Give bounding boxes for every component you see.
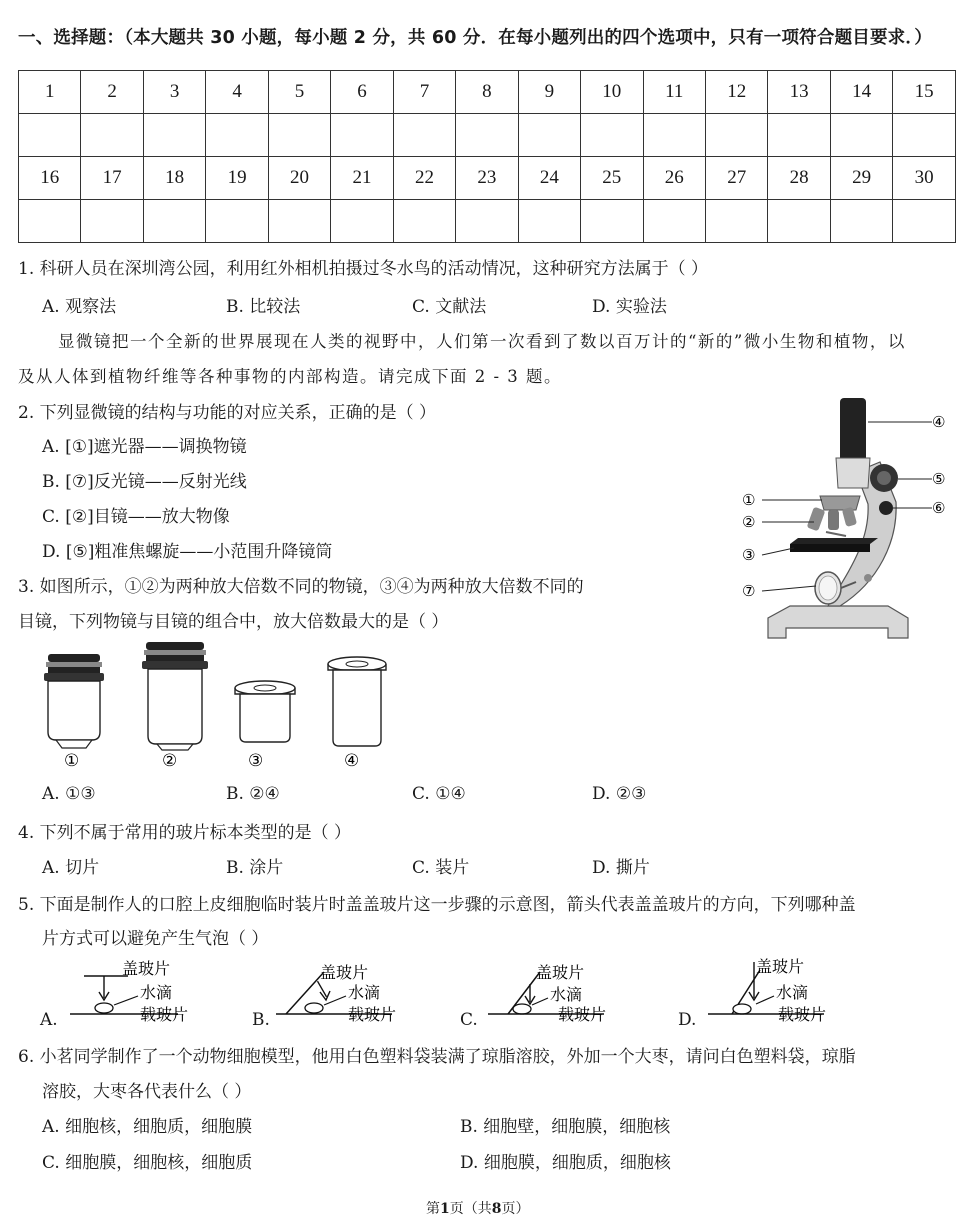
coverslip-figure-c	[484, 958, 644, 1028]
grid-number-cell: 18	[143, 157, 205, 200]
grid-number-cell: 27	[705, 157, 767, 200]
slide-label: 载玻片	[348, 1005, 397, 1024]
question-4-option-d[interactable]: D. 撕片	[592, 858, 650, 878]
grid-answer-cell[interactable]	[393, 200, 455, 243]
microscope-label-4: ④	[932, 413, 946, 431]
grid-answer-cell[interactable]	[19, 200, 81, 243]
question-1-stem: 1. 科研人员在深圳湾公园，利用红外相机拍摄过冬水鸟的活动情况，这种研究方法属于（ ）	[18, 259, 709, 279]
grid-answer-cell[interactable]	[206, 200, 268, 243]
question-4-stem: 4. 下列不属于常用的玻片标本类型的是（ ）	[18, 823, 352, 843]
grid-number-cell: 22	[393, 157, 455, 200]
question-4-option-b[interactable]: B. 涂片	[226, 858, 284, 878]
grid-answer-cell[interactable]	[768, 114, 830, 157]
slide-label: 载玻片	[140, 1005, 189, 1024]
question-3-option-b[interactable]: B. ②④	[226, 784, 280, 804]
question-2-stem: 2. 下列显微镜的结构与功能的对应关系，正确的是（ ）	[18, 403, 437, 423]
grid-number-cell: 16	[19, 157, 81, 200]
question-6-option-d[interactable]: D. 细胞膜，细胞质，细胞核	[460, 1153, 671, 1173]
microscope-label-7: ⑦	[742, 582, 756, 600]
coverslip-label: 盖玻片	[320, 963, 369, 982]
stage	[790, 538, 878, 544]
grid-number-cell: 2	[81, 71, 143, 114]
question-5-stem-line-2: 片方式可以避免产生气泡（ ）	[42, 929, 269, 949]
coverslip-label: 盖玻片	[756, 957, 805, 976]
microscope-label-6: ⑥	[932, 499, 946, 517]
question-1-option-b[interactable]: B. 比较法	[226, 297, 301, 317]
grid-number-cell: 14	[830, 71, 892, 114]
grid-number-cell: 5	[268, 71, 330, 114]
question-6-stem-line-2: 溶胶，大枣各代表什么（ ）	[42, 1082, 252, 1102]
grid-answer-cell[interactable]	[206, 114, 268, 157]
grid-answer-cell[interactable]	[456, 200, 518, 243]
grid-number-cell: 6	[331, 71, 393, 114]
question-3-option-c[interactable]: C. ①④	[412, 784, 466, 804]
microscope-base	[768, 606, 908, 638]
lens-label-2: ②	[162, 751, 178, 771]
objective-lens	[807, 507, 826, 532]
slide-label: 载玻片	[558, 1005, 607, 1024]
footer-prefix: 第	[426, 1201, 440, 1217]
question-3-option-d[interactable]: D. ②③	[592, 784, 647, 804]
grid-answer-cell[interactable]	[581, 200, 643, 243]
grid-answer-cell[interactable]	[643, 200, 705, 243]
footer-suffix: 页）	[501, 1201, 530, 1217]
objective-lens-2	[142, 642, 208, 750]
grid-number-cell: 19	[206, 157, 268, 200]
lens-label-1: ①	[64, 751, 80, 771]
grid-number-cell: 23	[456, 157, 518, 200]
question-1-option-c[interactable]: C. 文献法	[412, 297, 487, 317]
water-drop-label: 水滴	[140, 983, 173, 1002]
coverslip-label: 盖玻片	[122, 959, 171, 978]
question-5-option-d[interactable]: D.	[678, 1010, 697, 1030]
question-4-option-a[interactable]: A. 切片	[42, 858, 100, 878]
grid-number-cell: 12	[705, 71, 767, 114]
question-2-option-d[interactable]: D. [⑤]粗准焦螺旋——小范围升降镜筒	[42, 542, 333, 562]
water-drop-label: 水滴	[348, 983, 381, 1002]
grid-answer-cell[interactable]	[81, 200, 143, 243]
question-1-option-a[interactable]: A. 观察法	[42, 297, 117, 317]
eyepiece-lens-3	[235, 681, 295, 742]
footer-page-number: 1	[440, 1201, 450, 1217]
grid-answer-cell[interactable]	[893, 200, 956, 243]
grid-answer-cell[interactable]	[768, 200, 830, 243]
lens-label-4: ④	[344, 751, 360, 771]
grid-answer-cell[interactable]	[581, 114, 643, 157]
answer-grid-blank-row	[19, 200, 956, 243]
question-5-option-c[interactable]: C.	[460, 1010, 478, 1030]
grid-number-cell: 3	[143, 71, 205, 114]
grid-answer-cell[interactable]	[456, 114, 518, 157]
grid-answer-cell[interactable]	[19, 114, 81, 157]
grid-number-cell: 9	[518, 71, 580, 114]
microscope-label-5: ⑤	[932, 470, 946, 488]
question-6-option-b[interactable]: B. 细胞壁，细胞膜，细胞核	[460, 1117, 671, 1137]
eyepiece-lens-4	[328, 657, 386, 746]
grid-answer-cell[interactable]	[143, 114, 205, 157]
grid-number-cell: 24	[518, 157, 580, 200]
question-4-option-c[interactable]: C. 装片	[412, 858, 470, 878]
grid-number-cell: 17	[81, 157, 143, 200]
grid-number-cell: 20	[268, 157, 330, 200]
question-3-stem-line-2: 目镜，下列物镜与目镜的组合中，放大倍数最大的是（ ）	[18, 612, 449, 632]
answer-grid-blank-row	[19, 114, 956, 157]
grid-answer-cell[interactable]	[893, 114, 956, 157]
grid-answer-cell[interactable]	[830, 114, 892, 157]
question-2-option-b[interactable]: B. [⑦]反光镜——反射光线	[42, 472, 247, 492]
grid-answer-cell[interactable]	[643, 114, 705, 157]
section-title: 一、选择题：（本大题共 30 小题，每小题 2 分，共 60 分．在每小题列出的四个选项中，只有一项符合题目要求．）	[18, 28, 933, 48]
coverslip-figure-b	[272, 958, 432, 1028]
grid-answer-cell[interactable]	[705, 114, 767, 157]
passage-line-1: 显微镜把一个全新的世界展现在人类的视野中，人们第一次看到了数以百万计的“新的”微小生物和植物，以	[58, 332, 906, 351]
grid-number-cell: 30	[893, 157, 956, 200]
grid-answer-cell[interactable]	[830, 200, 892, 243]
grid-number-cell: 29	[830, 157, 892, 200]
fine-focus-knob	[879, 501, 893, 515]
question-6-option-c[interactable]: C. 细胞膜，细胞核，细胞质	[42, 1153, 253, 1173]
grid-number-cell: 21	[331, 157, 393, 200]
grid-answer-cell[interactable]	[143, 200, 205, 243]
question-5-option-a[interactable]: A.	[40, 1010, 58, 1030]
page-footer	[426, 1198, 530, 1218]
grid-answer-cell[interactable]	[393, 114, 455, 157]
coverslip-figure-a	[62, 958, 222, 1028]
grid-number-cell: 7	[393, 71, 455, 114]
leader-line	[762, 548, 794, 555]
passage-line-2: 及从人体到植物纤维等各种事物的内部构造。请完成下面 2 - 3 题。	[18, 367, 563, 386]
grid-number-cell: 13	[768, 71, 830, 114]
grid-answer-cell[interactable]	[81, 114, 143, 157]
microscope-label-3: ③	[742, 546, 756, 564]
question-6-option-a[interactable]: A. 细胞核，细胞质，细胞膜	[42, 1117, 253, 1137]
coverslip-figure-d	[704, 952, 864, 1028]
leader-line	[762, 586, 816, 591]
answer-grid-number-row	[19, 157, 956, 200]
question-5-option-b[interactable]: B.	[252, 1010, 270, 1030]
answer-grid	[18, 70, 956, 243]
question-5-stem-line-1: 5. 下面是制作人的口腔上皮细胞临时装片时盖盖玻片这一步骤的示意图，箭头代表盖盖玻片的方向，下列哪种盖	[18, 895, 856, 915]
question-2-option-a[interactable]: A. [①]遮光器——调换物镜	[42, 437, 247, 457]
footer-mid: 页（共	[449, 1201, 492, 1217]
nosepiece	[820, 496, 860, 510]
question-6-stem-line-1: 6. 小茗同学制作了一个动物细胞模型，他用白色塑料袋装满了琼脂溶胶，外加一个大枣，请问白色塑料袋，琼脂	[18, 1047, 856, 1067]
microscope-label-1: ①	[742, 491, 756, 509]
objective-lens	[828, 510, 839, 530]
lens-figure	[30, 640, 430, 775]
grid-number-cell: 4	[206, 71, 268, 114]
stage-clip	[826, 532, 846, 536]
answer-grid-number-row	[19, 71, 956, 114]
grid-answer-cell[interactable]	[268, 114, 330, 157]
question-2-option-c[interactable]: C. [②]目镜——放大物像	[42, 507, 230, 527]
question-1-option-d[interactable]: D. 实验法	[592, 297, 667, 317]
grid-answer-cell[interactable]	[518, 200, 580, 243]
grid-answer-cell[interactable]	[705, 200, 767, 243]
eyepiece-tube	[840, 398, 866, 462]
grid-number-cell: 10	[581, 71, 643, 114]
grid-number-cell: 26	[643, 157, 705, 200]
grid-number-cell: 1	[19, 71, 81, 114]
question-3-stem-line-1: 3. 如图所示，①②为两种放大倍数不同的物镜，③④为两种放大倍数不同的	[18, 577, 584, 597]
microscope-label-2: ②	[742, 513, 756, 531]
water-drop-label: 水滴	[776, 983, 809, 1002]
grid-answer-cell[interactable]	[331, 200, 393, 243]
water-drop-label: 水滴	[550, 985, 583, 1004]
objective-lens-1	[44, 654, 104, 748]
grid-answer-cell[interactable]	[331, 114, 393, 157]
question-3-option-a[interactable]: A. ①③	[42, 784, 96, 804]
lens-label-3: ③	[248, 751, 264, 771]
coverslip-label: 盖玻片	[536, 963, 585, 982]
grid-number-cell: 11	[643, 71, 705, 114]
grid-answer-cell[interactable]	[268, 200, 330, 243]
grid-answer-cell[interactable]	[518, 114, 580, 157]
slide-label: 载玻片	[778, 1005, 827, 1024]
grid-number-cell: 8	[456, 71, 518, 114]
grid-number-cell: 25	[581, 157, 643, 200]
microscope-figure	[728, 392, 960, 652]
grid-number-cell: 28	[768, 157, 830, 200]
grid-number-cell: 15	[893, 71, 956, 114]
footer-total-pages: 8	[491, 1201, 502, 1217]
body-tube	[836, 458, 870, 488]
